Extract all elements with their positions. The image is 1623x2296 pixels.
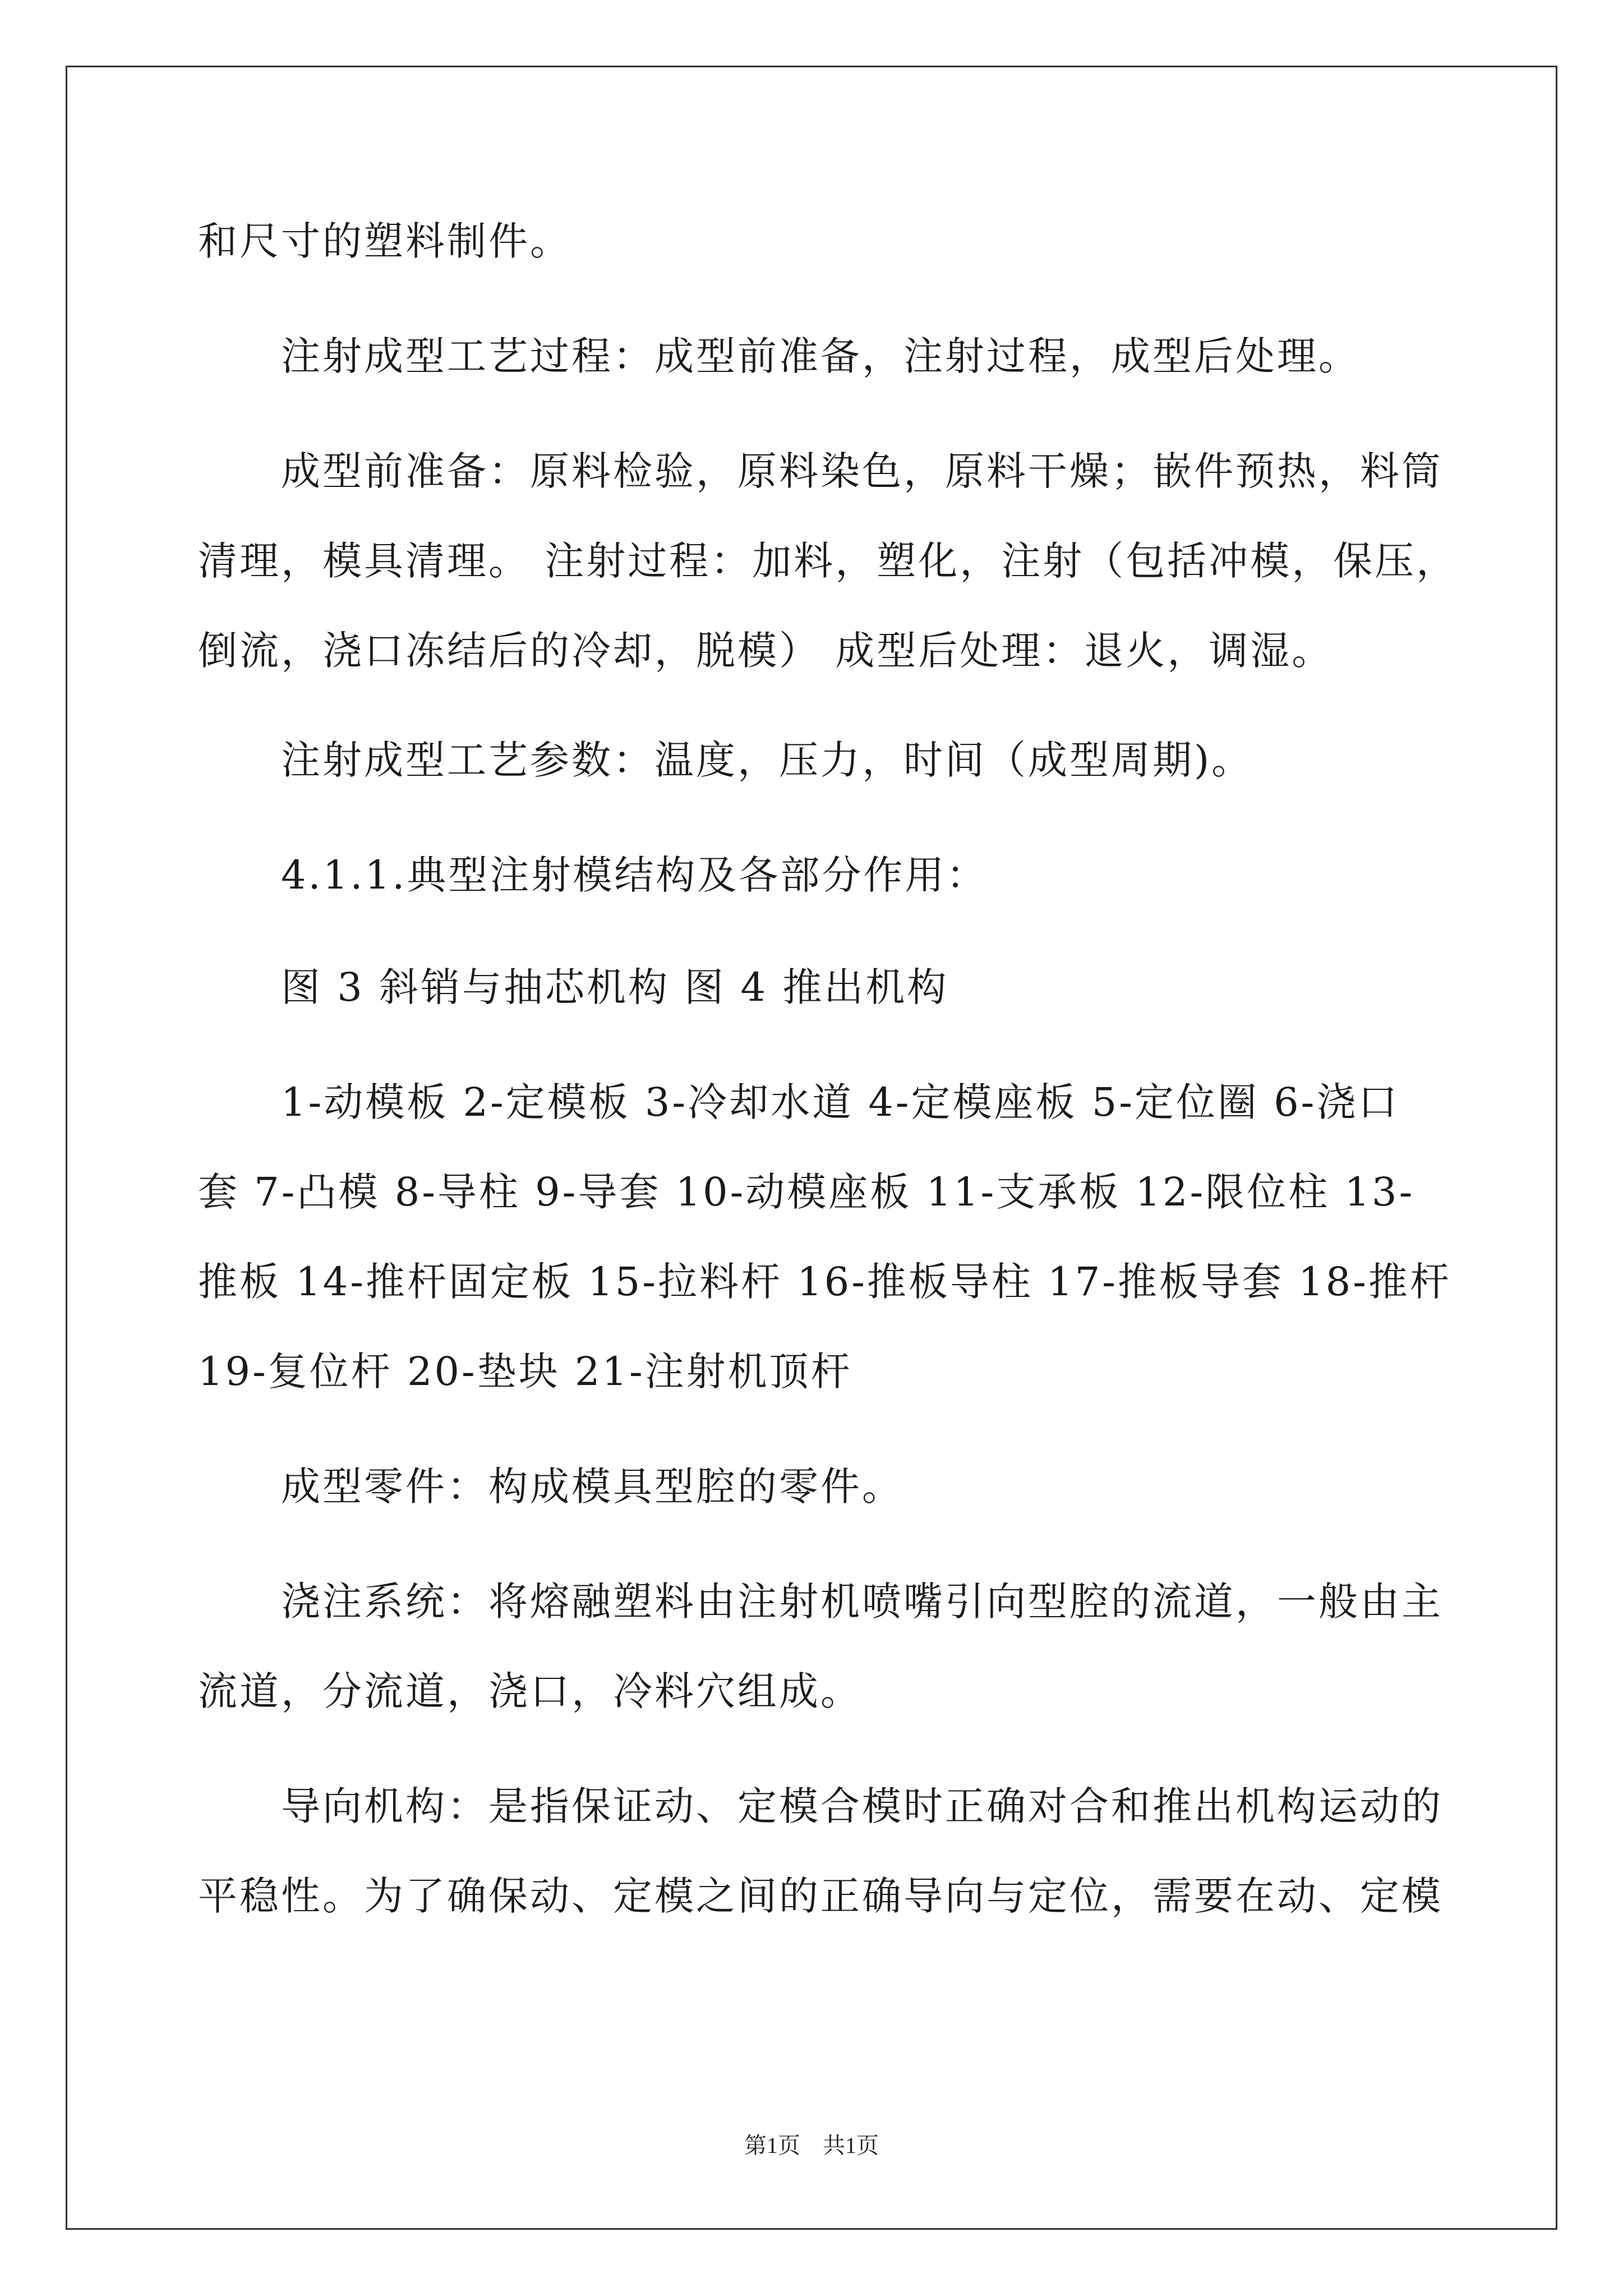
text-line-13: 成型零件：构成模具型腔的零件。 bbox=[198, 1464, 903, 1510]
text-line-7: 4.1.1.典型注射模结构及各部分作用： bbox=[198, 852, 988, 898]
text-line-9: 1-动模板 2-定模板 3-冷却水道 4-定模座板 5-定位圈 6-浇口 bbox=[198, 1079, 1400, 1125]
text-line-2: 注射成型工艺过程：成型前准备，注射过程，成型后处理。 bbox=[198, 333, 1360, 379]
text-line-17: 平稳性。为了确保动、定模之间的正确导向与定位，需要在动、定模 bbox=[198, 1873, 1443, 1919]
text-line-5: 倒流，浇口冻结后的冷却，脱模） 成型后处理：退火，调湿。 bbox=[198, 628, 1334, 674]
text-line-12: 19-复位杆 20-垫块 21-注射机顶杆 bbox=[198, 1349, 852, 1395]
text-line-4: 清理，模具清理。 注射过程：加料，塑化，注射（包括冲模，保压， bbox=[198, 538, 1458, 584]
text-line-14: 浇注系统：将熔融塑料由注射机喷嘴引向型腔的流道，一般由主 bbox=[198, 1579, 1443, 1625]
text-line-15: 流道，分流道，浇口，冷料穴组成。 bbox=[198, 1668, 862, 1714]
text-line-11: 推板 14-推杆固定板 15-拉料杆 16-推板导柱 17-推板导套 18-推杆 bbox=[198, 1259, 1451, 1305]
text-line-10: 套 7-凸模 8-导柱 9-导套 10-动模座板 11-支承板 12-限位柱 13- bbox=[198, 1169, 1415, 1215]
text-line-6: 注射成型工艺参数：温度，压力，时间（成型周期)。 bbox=[198, 737, 1253, 783]
text-line-1: 和尺寸的塑料制件。 bbox=[198, 218, 571, 264]
text-line-8: 图 3 斜销与抽芯机构 图 4 推出机构 bbox=[198, 964, 949, 1010]
text-line-3: 成型前准备：原料检验，原料染色，原料干燥；嵌件预热，料筒 bbox=[198, 448, 1443, 494]
text-line-16: 导向机构：是指保证动、定模合模时正确对合和推出机构运动的 bbox=[198, 1783, 1443, 1829]
page-footer: 第1页 共1页 bbox=[744, 2133, 879, 2158]
